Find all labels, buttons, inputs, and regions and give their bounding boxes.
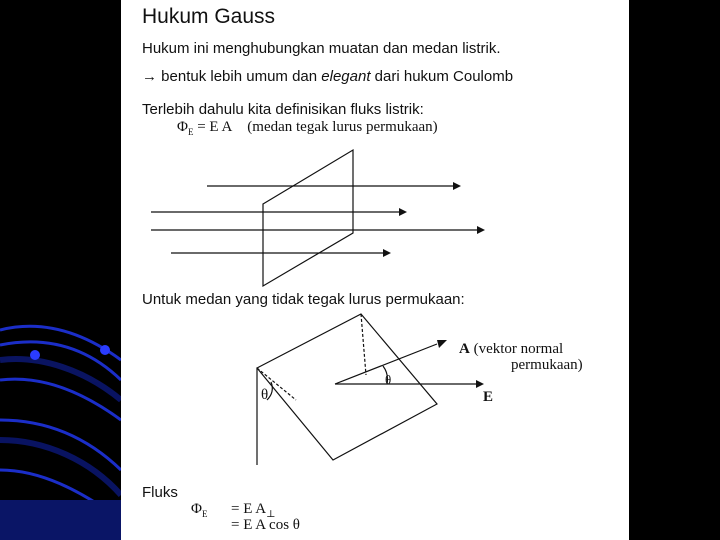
figure-tilted-plane xyxy=(257,314,476,465)
plane-shape-2 xyxy=(257,314,437,460)
arrow-icon: → xyxy=(142,68,157,85)
slide-title: Hukum Gauss xyxy=(142,5,276,28)
formula1-rhs: = E A xyxy=(197,119,232,135)
slide-page xyxy=(121,0,629,540)
flux-formula-general-line2: = E A cos θ xyxy=(231,517,300,533)
arrow-head-icon xyxy=(399,208,407,216)
flux-formula-general-phi xyxy=(191,502,207,519)
phi-subscript: E xyxy=(201,509,208,519)
label-normal-vector-line2: permukaan) xyxy=(511,357,583,373)
perp-symbol: ⊥ xyxy=(266,509,276,520)
coulomb-text-before: bentuk lebih umum dan xyxy=(161,68,322,85)
formula2-line1: = E A xyxy=(231,501,267,517)
theta-left: θ xyxy=(261,387,269,403)
label-normal-vector xyxy=(459,342,563,357)
fluks-label: Fluks xyxy=(142,484,178,501)
arrow-head-icon xyxy=(453,182,461,190)
phi-subscript: E xyxy=(187,127,194,137)
definition-line: Terlebih dahulu kita definisikan fluks listrik: xyxy=(142,101,424,118)
phi-symbol: Φ xyxy=(177,119,188,135)
arrow-head-icon xyxy=(477,226,485,234)
intro-line: Hukum ini menghubungkan muatan dan medan listrik. xyxy=(142,40,501,57)
label-E: E xyxy=(483,389,494,405)
figure-perpendicular-plane xyxy=(121,0,629,540)
field-vector-arrow-icon xyxy=(476,380,484,388)
normal-vector-arrow-icon xyxy=(437,340,447,348)
formula1-note: (medan tegak lurus permukaan) xyxy=(247,119,438,135)
theta-right: θ xyxy=(385,372,392,387)
label-A: A xyxy=(459,341,470,357)
label-A-rest: (vektor normal xyxy=(469,341,564,357)
plane-shape-1 xyxy=(263,150,353,286)
phi-symbol: Φ xyxy=(191,501,202,517)
coulomb-text-italic: elegant xyxy=(321,68,371,85)
non-perpendicular-line: Untuk medan yang tidak tegak lurus permukaan: xyxy=(142,291,465,308)
arrow-head-icon xyxy=(383,249,391,257)
coulomb-text-after: dari hukum Coulomb xyxy=(370,68,514,85)
